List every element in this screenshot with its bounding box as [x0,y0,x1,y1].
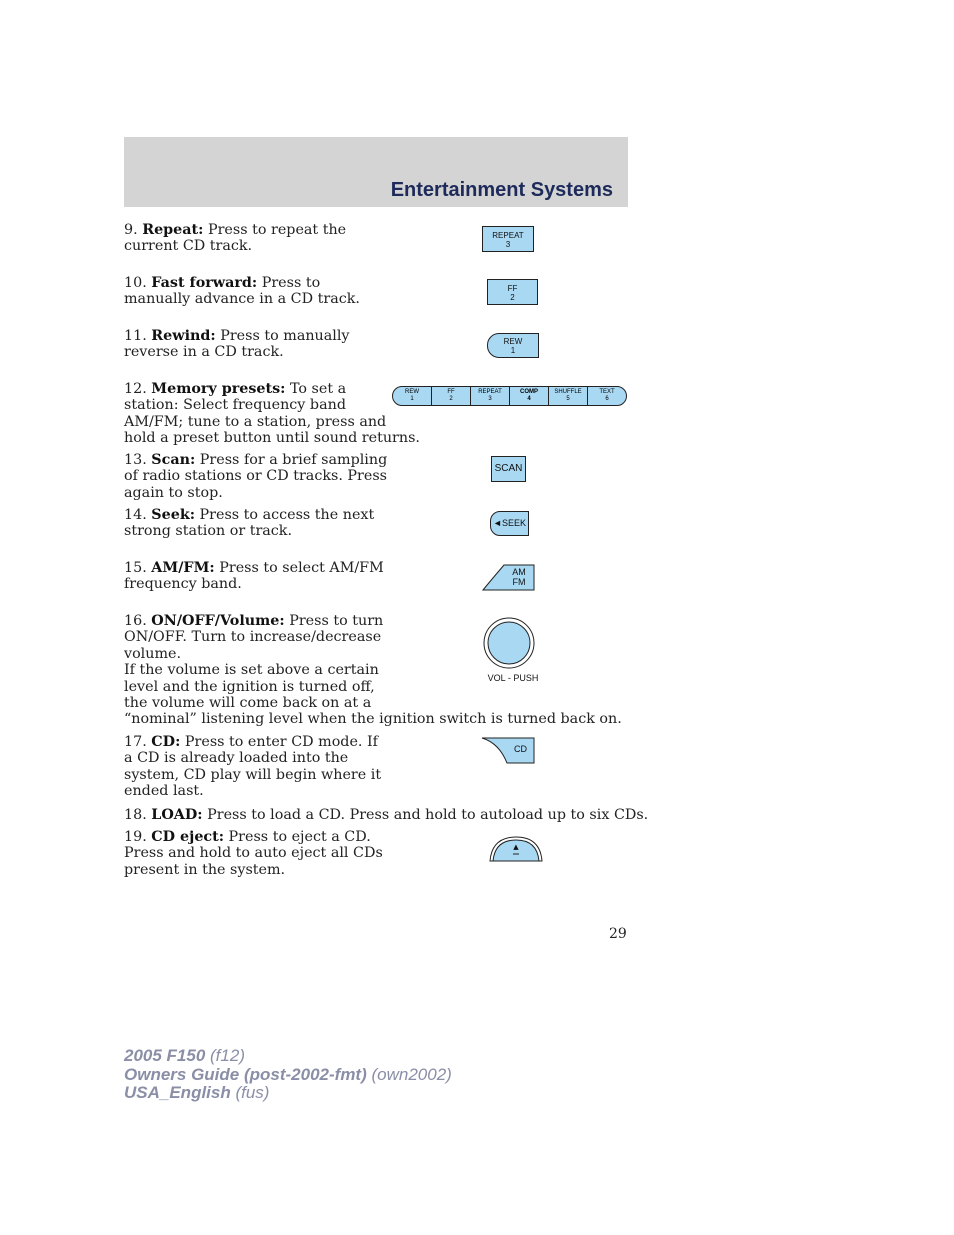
fm-label: FM [512,577,526,587]
section-header [124,137,628,207]
volume-label: VOL - PUSH [487,673,539,683]
preset-button-1[interactable]: REW 1 [393,387,432,405]
item-on-off-volume: 16. ON/OFF/Volume: Press to turn ON/OFF. Turn to increase/decrease volume. If the volume is set above a certain level and the ignition is turned off, the volume will come back on at a “nominal” listening level when the ignition switch is turned back on. [124,613,622,728]
item-fast-forward: 10. Fast forward: Press to manually advance in a CD track. [124,275,360,308]
am-label: AM [512,567,526,577]
preset-button-6[interactable]: TEXT 6 [599,389,615,402]
volume-knob[interactable] [483,617,535,669]
repeat-button[interactable]: REPEAT 3 [482,226,534,252]
preset-button-3[interactable]: REPEAT 3 [471,387,510,405]
eject-icon: ▲ [513,843,519,851]
item-cd: 17. CD: Press to enter CD mode. If a CD is already loaded into the system, CD play will begin where it ended last. [124,734,382,800]
item-repeat: 9. Repeat: Press to repeat the current CD track. [124,222,347,255]
am-fm-button[interactable] [482,563,535,591]
item-load: 18. LOAD: Press to load a CD. Press and hold to autoload up to six CDs. [124,807,649,823]
page-number: 29 [609,926,627,942]
preset-button-5[interactable]: SHUFFLE 5 [549,387,588,405]
fast-forward-button[interactable]: FF 2 [487,279,538,305]
preset-button-2[interactable]: FF 2 [432,387,471,405]
volume-knob-shape [483,617,535,669]
cd-label: CD [514,744,527,754]
rewind-button[interactable]: REW 1 [487,333,539,358]
section-title: Entertainment Systems [390,179,613,201]
scan-button[interactable]: SCAN [491,456,526,482]
memory-preset-bar [392,386,627,406]
seek-button[interactable]: ◄SEEK [490,511,529,536]
item-seek: 14. Seek: Press to access the next strong station or track. [124,507,375,540]
cd-eject-button[interactable] [489,836,543,862]
item-scan: 13. Scan: Press for a brief sampling of radio stations or CD tracks. Press again to stop. [124,452,388,501]
cd-button[interactable] [481,737,535,764]
item-rewind: 11. Rewind: Press to manually reverse in a CD track. [124,328,350,361]
item-am-fm: 15. AM/FM: Press to select AM/FM frequency band. [124,560,384,593]
document-footer: 2005 F150 (f12) Owners Guide (post-2002-fmt) (own2002) USA_English (fus) [124,1046,452,1102]
item-memory-presets: 12. Memory presets: To set a station: Select frequency band AM/FM; tune to a station, press and hold a preset button until sound returns. [124,381,420,447]
preset-button-4[interactable]: COMP 4 [510,387,549,405]
item-cd-eject: 19. CD eject: Press to eject a CD. Press and hold to auto eject all CDs present in the system. [124,829,383,878]
